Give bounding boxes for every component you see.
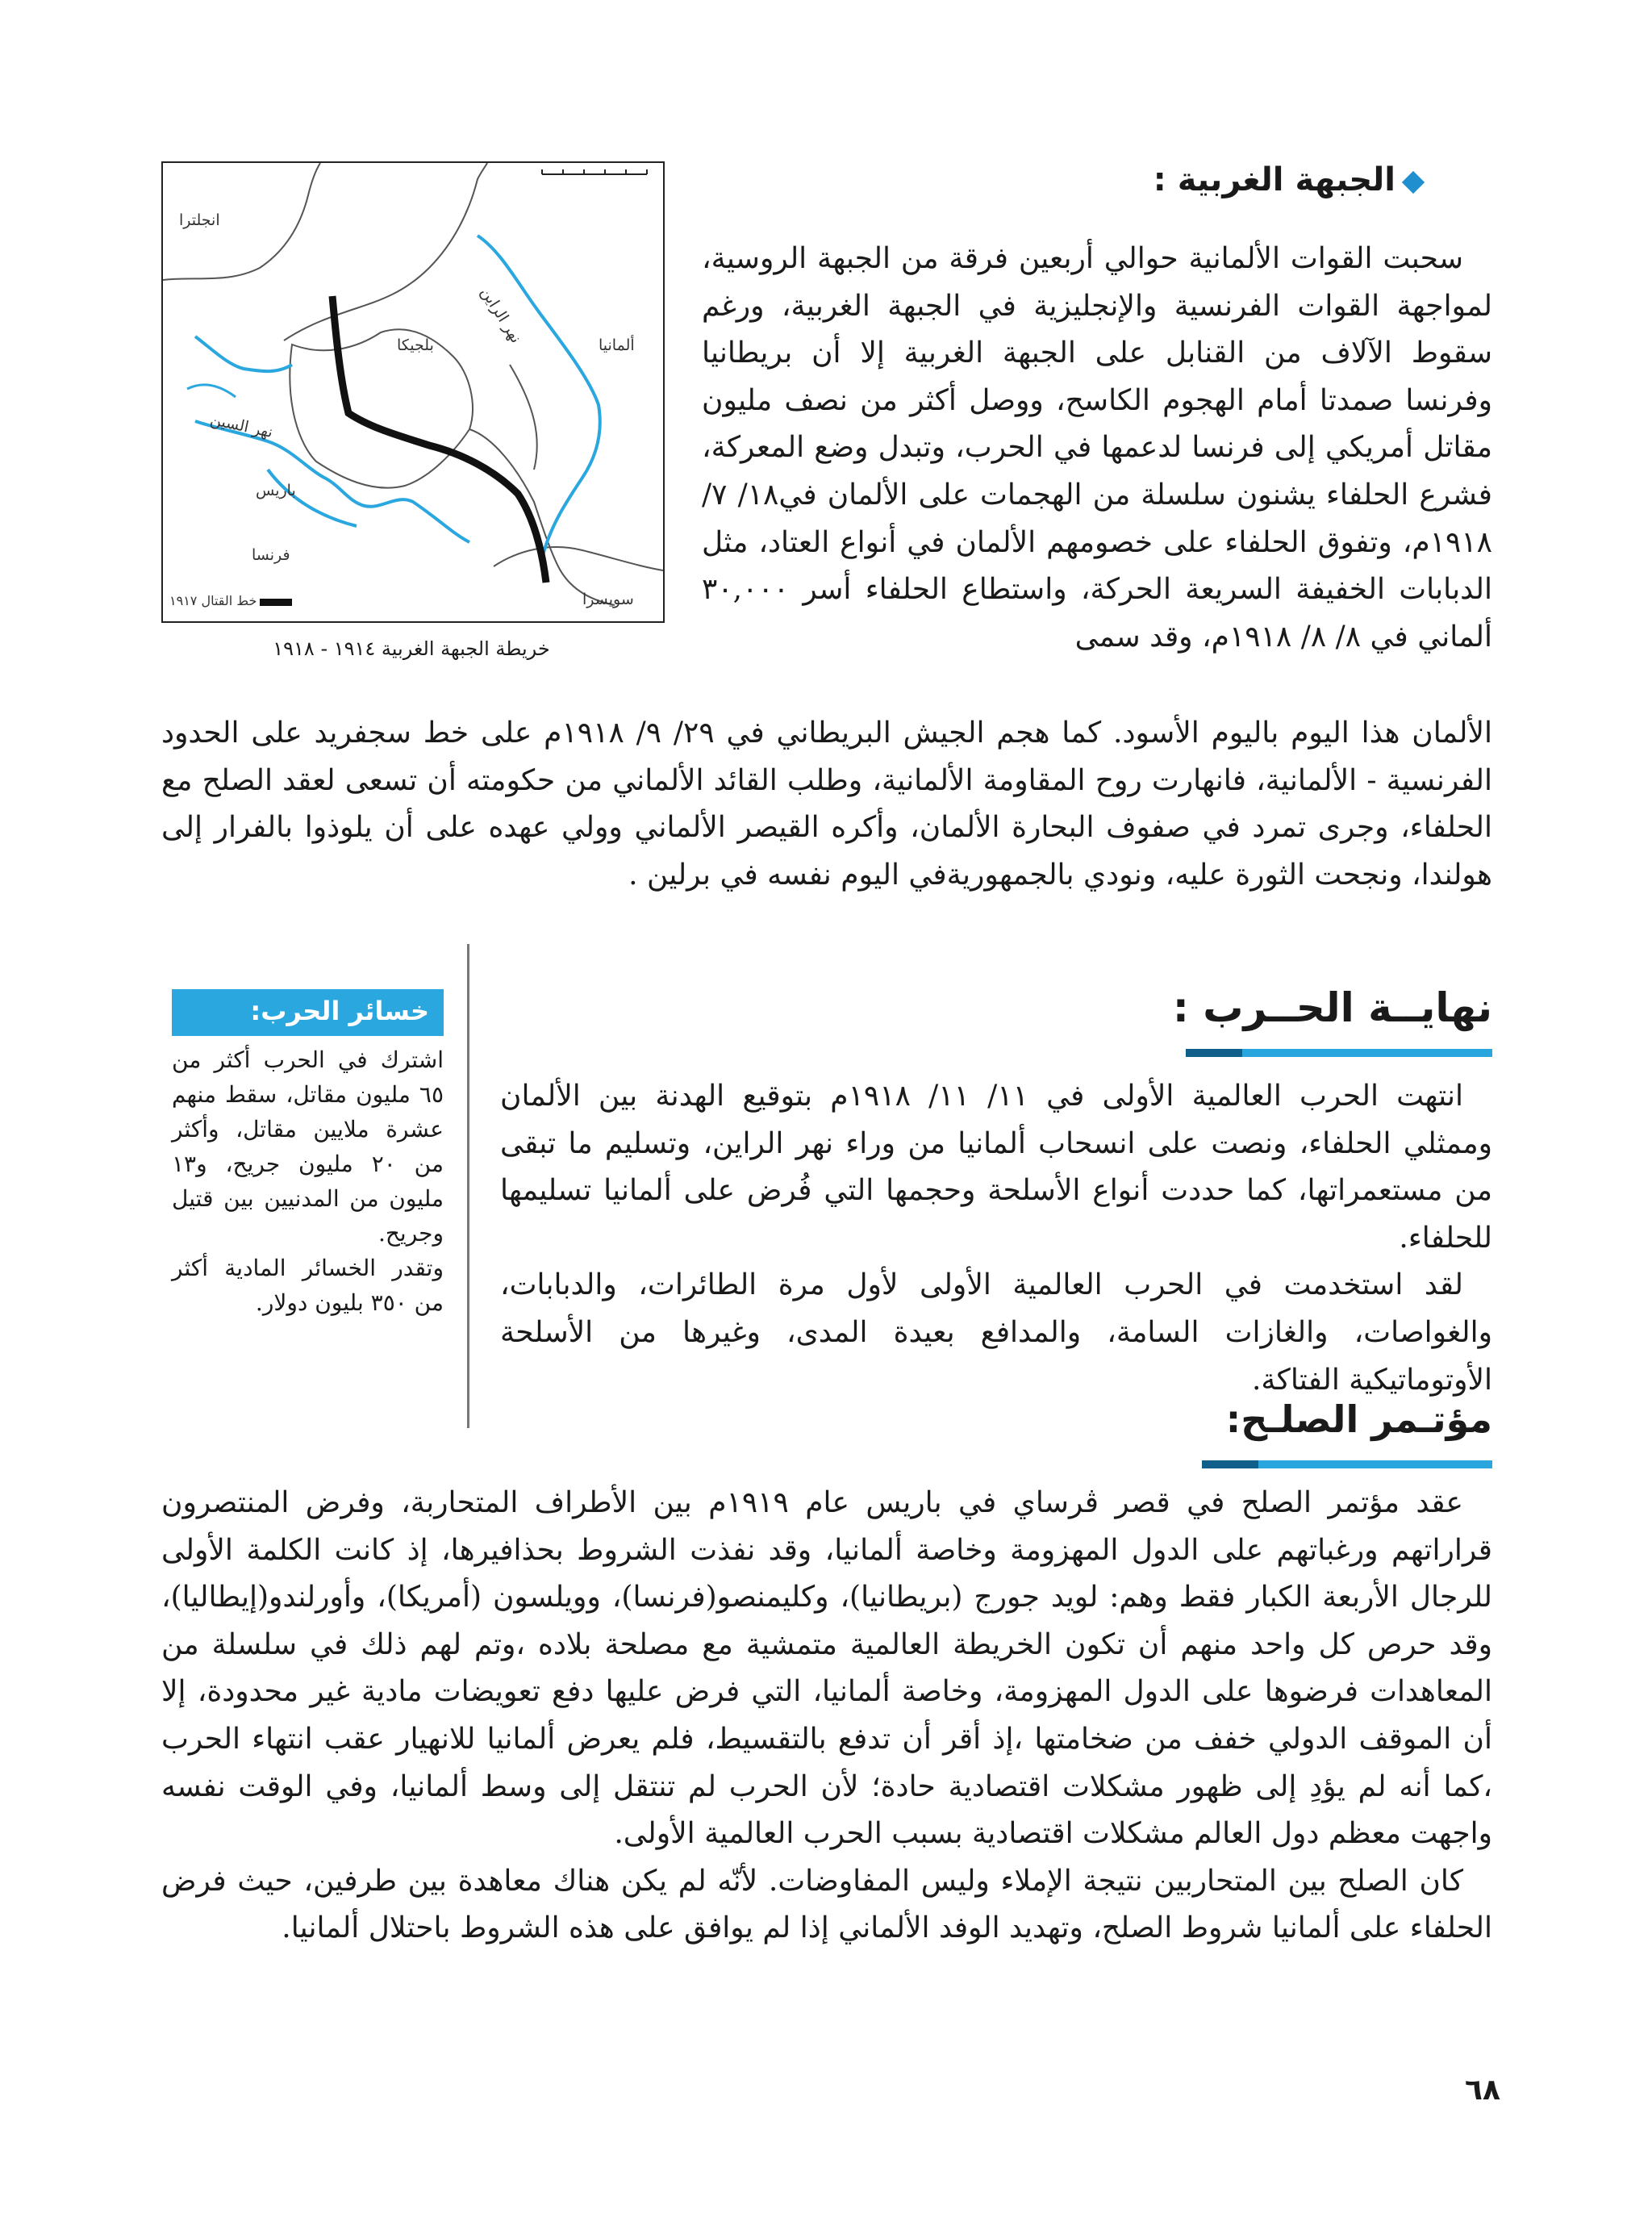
war-losses-box	[172, 1042, 444, 1320]
peace-conference-title: مؤتـمر الصلـح:	[1225, 1397, 1492, 1441]
map-legend-label: خط القتال ١٩١٧	[169, 593, 257, 608]
western-front-paragraph-cont	[161, 710, 1492, 899]
western-front-map	[161, 161, 665, 623]
war-end-text-1: انتهت الحرب العالمية الأولى في ١١/ ١١/ ١٩١٨م بتوقيع الهدنة بين الألمان وممثلي الحلفاء، ونصت على انسحاب ألمانيا من وراء نهر الراين، وتسليم ما تبقى من مستعمراتها، كما حددت أنواع الأسلحة وحجمها التي فُرض على ألمانيا تسليمها للحلفاء.	[500, 1080, 1492, 1255]
seine-river-line	[195, 421, 469, 542]
map-label-germany: ألمانيا	[599, 336, 635, 354]
map-label-rhine: نهر الراين	[477, 284, 525, 347]
map-caption: خريطة الجبهة الغربية ١٩١٤ - ١٩١٨	[273, 637, 550, 660]
peace-conference-underline-accent	[1202, 1460, 1258, 1468]
western-front-text: سحبت القوات الألمانية حوالي أربعين فرقة من الجبهة الروسية، لمواجهة القوات الفرنسية والإنجليزية في الجبهة الغربية، ورغم سقوط الآلاف من القنابل على الجبهة الغربية إلا أن بريطانيا وفرنسا صمدتا أمام الهجوم الكاسح، ووصل أكثر من نصف مليون مقاتل أمريكي إلى فرنسا لدعمها في الحرب، وتبدل وضع المعركة، فشرع الحلفاء يشنون سلسلة من الهجمات على الألمان في١٨/ ٧/ ١٩١٨م، وتفوق الحلفاء على خصومهم الألمان في أنواع العتاد، مثل الدبابات الخفيفة السريعة الحركة، واستطاع الحلفاء أسر ٣٠,٠٠٠ ألماني في ٨/ ٨/ ١٩١٨م، وقد سمى	[702, 242, 1492, 654]
map-label-belgium: بلجيكا	[397, 336, 434, 354]
map-label-paris: باريس	[256, 482, 296, 499]
war-losses-text-2: وتقدر الخسائر المادية أكثر من ٣٥٠ بليون دولار.	[172, 1255, 444, 1316]
map-label-seine: نهر السين	[208, 411, 275, 441]
peace-conference-paragraphs	[161, 1480, 1492, 1953]
western-front-paragraph	[702, 236, 1492, 661]
column-divider	[467, 944, 469, 1428]
war-losses-title: خسائر الحرب:	[172, 989, 444, 1036]
map-graphic	[163, 163, 663, 621]
war-end-title: نهايــة الحــرب :	[1172, 984, 1492, 1031]
war-end-underline-accent	[1186, 1049, 1242, 1057]
war-losses-text-1: اشترك في الحرب أكثر من ٦٥ مليون مقاتل، سقط منهم عشرة ملايين مقاتل، وأكثر من ٢٠ مليون جريح، و١٣ مليون من المدنيين بين قتيل وجريح.	[172, 1046, 444, 1247]
map-label-switzerland: سويسرا	[582, 591, 634, 608]
map-label-france: فرنسا	[252, 546, 290, 564]
western-front-title: الجبهة الغربية :	[1153, 161, 1395, 198]
peace-conference-text-1: عقد مؤتمر الصلح في قصر ڤرساي في باريس عام ١٩١٩م بين الأطراف المتحاربة، وفرض المنتصرون قراراتهم ورغباتهم على الدول المهزومة وخاصة ألمانيا، وقد نفذت الشروط بحذافيرها، إذ كانت الكلمة الأولى للرجال الأربعة الكبار فقط وهم: لويد جورج (بريطانيا)، وكليمنصو(فرنسا)، وويلسون (أمريكا)، وأورلندو(إيطاليا)، وقد حرص كل واحد منهم أن تكون الخريطة العالمية متمشية مع مصلحة بلاده ،وتم لهم ذلك في سلسلة من المعاهدات فرضوها على الدول المهزومة، وخاصة ألمانيا، التي فرض عليها دفع تعويضات مادية غير محدودة، إلا أن الموقف الدولي خفف من ضخامتها ،إذ أقر أن تدفع بالتقسيط، فلم يعرض ألمانيا للانهيار عقب انتهاء الحرب ،كما أنه لم يؤدِ إلى ظهور مشكلات اقتصادية حادة؛ لأن الحرب لم تنتقل إلى وسط ألمانيا، وفي الوقت نفسه واجهت معظم دول العالم مشكلات اقتصادية بسبب الحرب العالمية الأولى.	[161, 1486, 1492, 1851]
rhine-river-line	[478, 236, 600, 558]
war-end-text-2: لقد استخدمت في الحرب العالمية الأولى لأول مرة الطائرات، والدبابات، والغواصات، والغازات السامة، والمدافع بعيدة المدى، وغيرها من الأسلحة الأوتوماتيكية الفتاكة.	[500, 1268, 1492, 1397]
map-label-england: انجلترا	[179, 211, 220, 229]
peace-conference-text-2: كان الصلح بين المتحاربين نتيجة الإملاء وليس المفاوضات. لأنّه لم يكن هناك معاهدة بين طرفين، حيث فرض الحلفاء على ألمانيا شروط الصلح، وتهديد الوفد الألماني إذا لم يوافق على هذه الشروط باحتلال ألمانيا.	[161, 1864, 1492, 1945]
war-end-paragraphs	[500, 1073, 1492, 1404]
section-bullet-icon	[1402, 171, 1425, 194]
western-front-text-cont: الألمان هذا اليوم باليوم الأسود. كما هجم الجيش البريطاني في ٢٩/ ٩/ ١٩١٨م على خط سجفريد على الحدود الفرنسية - الألمانية، فانهارت روح المقاومة الألمانية، وطلب القائد الألماني من حكومته أن تسعى لعقد الصلح مع الحلفاء، وجرى تمرد في صفوف البحارة الألمان، وأكره القيصر الألماني وولي عهده على أن يلوذوا بالفرار إلى هولندا، ونجحت الثورة عليه، ونودي بالجمهوريةفي اليوم نفسه في برلين .	[161, 716, 1492, 892]
page-number: ٦٨	[1465, 2074, 1500, 2107]
